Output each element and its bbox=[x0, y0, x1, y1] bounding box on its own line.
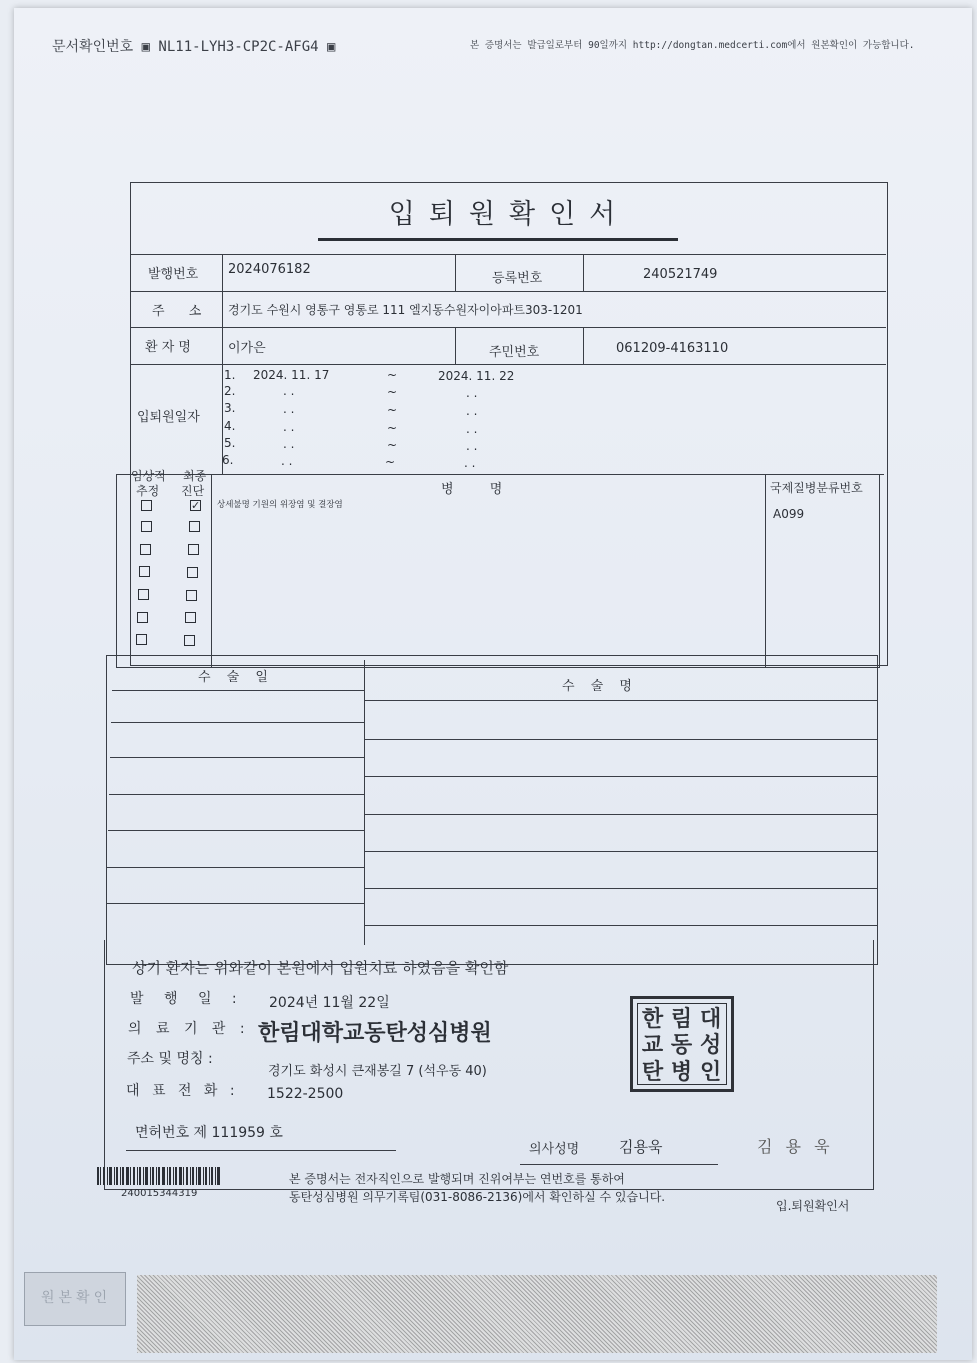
issue-date-value: 2024년 11월 22일 bbox=[269, 995, 390, 1011]
authenticity-note-1: 본 증명서는 전자직인으로 발행되며 진위여부는 연번호를 통하여 bbox=[289, 1172, 625, 1186]
final-checkbox[interactable] bbox=[185, 612, 196, 623]
document-name-footer: 입.퇴원확인서 bbox=[776, 1199, 850, 1213]
disease-name: 상세불명 기원의 위장염 및 결장염 bbox=[217, 500, 343, 510]
barcode-number: 240015344319 bbox=[121, 1188, 198, 1199]
final-checkbox[interactable] bbox=[187, 567, 198, 578]
verification-notice: 본 증명서는 발급일로부터 90일까지 http://dongtan.medcerti.com에서 원본확인이 가능합니다. bbox=[470, 40, 915, 51]
phone-label: 대 표 전 화 : bbox=[126, 1083, 239, 1099]
patient-name-value: 이가은 bbox=[228, 341, 266, 356]
clinical-checkbox[interactable] bbox=[140, 544, 151, 555]
registration-number-label: 등록번호 bbox=[492, 271, 543, 286]
document-title: 입퇴원확인서 bbox=[388, 199, 630, 230]
surgery-name-header: 수 술 명 bbox=[562, 679, 638, 694]
license-number: 면허번호 제 111959 호 bbox=[135, 1125, 283, 1141]
hospital-address: 경기도 화성시 큰재봉길 7 (석우동 40) bbox=[268, 1064, 487, 1079]
surgery-table bbox=[106, 655, 878, 965]
address-name-label: 주소 및 명칭 : bbox=[127, 1051, 213, 1067]
security-pattern bbox=[137, 1275, 937, 1353]
disease-header: 병 명 bbox=[441, 482, 519, 497]
address-value: 경기도 수원시 영통구 영통로 111 엘지동수원자이아파트303-1201 bbox=[228, 303, 583, 317]
final-label-2: 진단 bbox=[181, 484, 205, 498]
clinical-checkbox[interactable] bbox=[137, 612, 148, 623]
clinical-label: 임상적 bbox=[131, 469, 166, 483]
resident-number-label: 주민번호 bbox=[489, 345, 540, 360]
issue-number-label: 발행번호 bbox=[148, 267, 199, 282]
final-checkbox[interactable] bbox=[184, 635, 195, 646]
final-checkbox[interactable] bbox=[188, 544, 199, 555]
issue-date-label: 발 행 일 : bbox=[130, 991, 245, 1007]
barcode bbox=[97, 1167, 221, 1185]
clinical-checkbox[interactable] bbox=[139, 566, 150, 577]
hospital-seal: 한 림 대 교 동 성 탄 병 인 bbox=[630, 996, 734, 1092]
doctor-signature: 김 용 욱 bbox=[757, 1137, 834, 1156]
clinical-checkbox[interactable] bbox=[141, 500, 152, 511]
phone-value: 1522-2500 bbox=[267, 1086, 344, 1102]
clinical-checkbox[interactable] bbox=[138, 589, 149, 600]
institution-value: 한림대학교동탄성심병원 bbox=[258, 1021, 492, 1046]
clinical-checkbox[interactable] bbox=[136, 634, 147, 645]
address-label: 주 소 bbox=[152, 304, 212, 319]
title-underline bbox=[318, 238, 678, 241]
stay-dates-label: 입퇴원일자 bbox=[137, 410, 200, 425]
doc-check-number: 문서확인번호 ▣ NL11-LYH3-CP2C-AFG4 ▣ bbox=[52, 39, 336, 55]
patient-name-label: 환 자 명 bbox=[145, 340, 191, 355]
clinical-checkbox[interactable] bbox=[141, 521, 152, 532]
icd-code-header: 국제질병분류번호 bbox=[770, 481, 863, 495]
confirmation-text: 상기 환자는 위와같이 본원에서 입원치료 하였음을 확인함 bbox=[132, 959, 509, 977]
original-check-stamp: 원본확인 bbox=[24, 1272, 126, 1326]
resident-number-value: 061209-4163110 bbox=[616, 341, 729, 356]
check-icon: ✓ bbox=[191, 499, 201, 512]
final-checkbox[interactable] bbox=[189, 521, 200, 532]
authenticity-note-2: 동탄성심병원 의무기록팀(031-8086-2136)에서 확인하실 수 있습니다. bbox=[289, 1190, 666, 1204]
doctor-name-label: 의사성명 bbox=[529, 1142, 580, 1157]
surgery-date-header: 수 술 일 bbox=[198, 670, 274, 685]
final-checkbox[interactable] bbox=[186, 590, 197, 601]
doctor-name-value: 김용욱 bbox=[619, 1138, 663, 1156]
clinical-label-2: 추정 bbox=[136, 484, 160, 498]
institution-label: 의 료 기 관 : bbox=[128, 1021, 250, 1037]
final-label: 최종 bbox=[183, 469, 207, 483]
icd-code-value: A099 bbox=[773, 507, 805, 521]
issue-number-value: 2024076182 bbox=[228, 262, 311, 277]
final-checkbox-checked[interactable] bbox=[190, 500, 201, 511]
registration-number-value: 240521749 bbox=[643, 267, 718, 282]
